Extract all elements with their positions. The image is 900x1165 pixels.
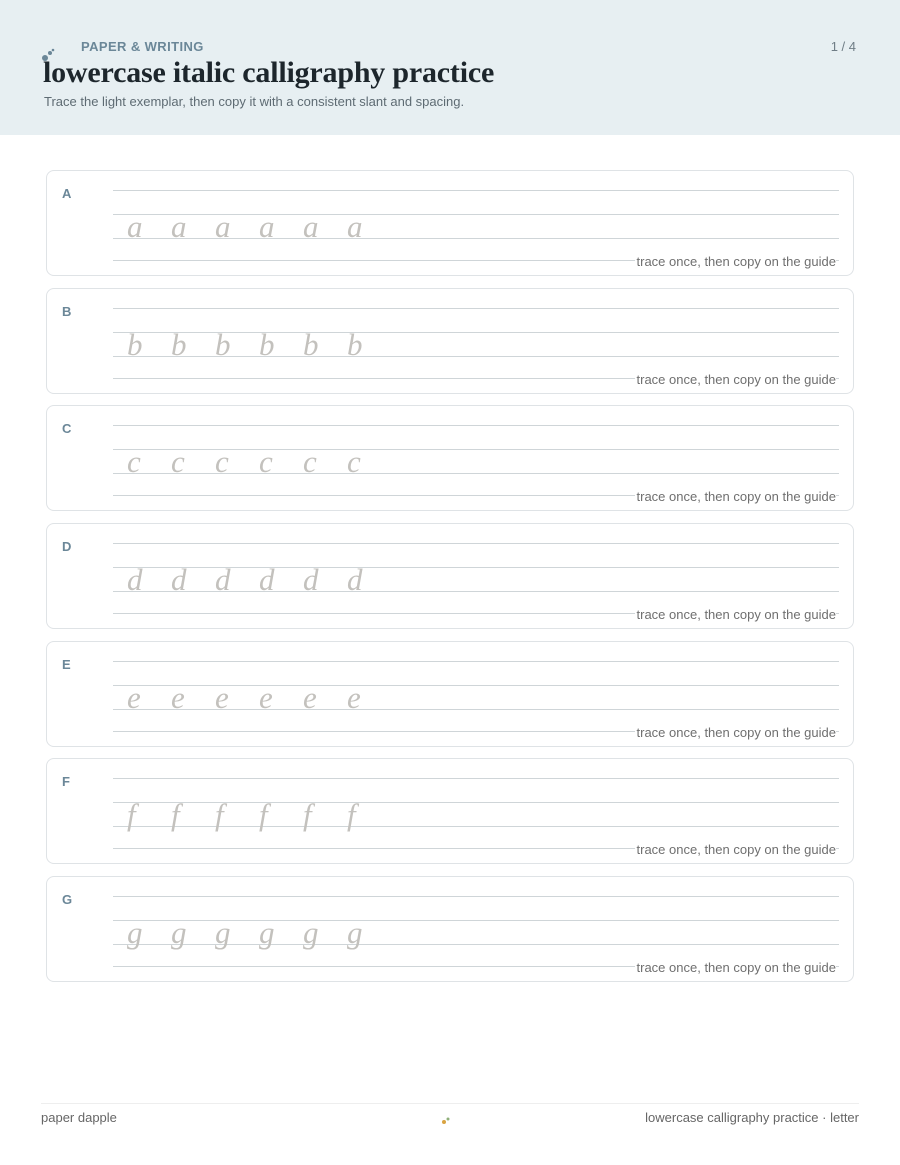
exemplar-glyph: f <box>215 797 224 833</box>
row-hint: trace once, then copy on the guide <box>636 724 836 740</box>
row-hint: trace once, then copy on the guide <box>636 489 836 505</box>
practice-row <box>46 641 854 747</box>
exemplar-glyph: b <box>171 326 187 362</box>
page-title: lowercase italic calligraphy practice <box>43 56 495 89</box>
row-label: G <box>62 892 73 908</box>
row-hint: trace once, then copy on the guide <box>636 842 836 858</box>
exemplar-glyphs <box>127 442 391 482</box>
exemplar-glyph: f <box>259 797 268 833</box>
exemplar-glyph: f <box>303 797 312 833</box>
exemplar-glyph: g <box>215 915 231 951</box>
exemplar-glyph: b <box>127 326 143 362</box>
exemplar-glyph: c <box>259 444 273 480</box>
dapple-mark-icon <box>440 1115 452 1127</box>
guide-line <box>113 778 839 779</box>
row-hint: trace once, then copy on the guide <box>636 371 836 387</box>
exemplar-glyph: c <box>127 444 141 480</box>
row-label: A <box>62 186 72 201</box>
exemplar-glyph: d <box>303 562 319 598</box>
row-hint: trace once, then copy on the guide <box>636 960 836 976</box>
exemplar-glyph: a <box>259 209 275 244</box>
category-label: PAPER & WRITING <box>81 39 204 54</box>
page-header <box>0 0 900 135</box>
exemplar-glyph: c <box>347 444 361 480</box>
exemplar-glyph: g <box>347 915 363 951</box>
practice-rows <box>46 170 854 994</box>
exemplar-glyph: e <box>347 679 361 715</box>
row-label: E <box>62 656 71 672</box>
exemplar-glyph: a <box>303 209 319 244</box>
exemplar-glyph: g <box>259 915 275 951</box>
exemplar-glyph: c <box>171 444 185 480</box>
guide-line <box>113 543 839 544</box>
exemplar-glyph: g <box>303 915 319 951</box>
exemplar-glyph: a <box>127 209 143 244</box>
practice-row <box>46 405 854 511</box>
row-label: F <box>62 774 70 790</box>
exemplar-glyph: g <box>171 915 187 951</box>
exemplar-glyph: d <box>347 562 363 598</box>
practice-row <box>46 170 854 276</box>
exemplar-glyph: e <box>215 679 229 715</box>
exemplar-glyphs <box>127 207 391 247</box>
exemplar-glyph: b <box>215 326 231 362</box>
exemplar-glyph: e <box>171 679 185 715</box>
exemplar-glyph: c <box>303 444 317 480</box>
row-hint: trace once, then copy on the guide <box>636 254 836 269</box>
exemplar-glyph: b <box>347 326 363 362</box>
footer-doc-info: lowercase calligraphy practice · letter <box>645 1110 859 1125</box>
row-label: C <box>62 421 72 437</box>
footer-divider <box>41 1103 859 1104</box>
practice-row <box>46 758 854 864</box>
exemplar-glyph: b <box>259 326 275 362</box>
page-indicator: 1 / 4 <box>830 39 856 54</box>
exemplar-glyph: d <box>215 562 231 598</box>
exemplar-glyph: b <box>303 326 319 362</box>
exemplar-glyphs <box>127 560 391 600</box>
exemplar-glyph: e <box>303 679 317 715</box>
row-label: D <box>62 539 72 555</box>
exemplar-glyphs <box>127 678 391 718</box>
practice-row <box>46 288 854 394</box>
page-subtitle: Trace the light exemplar, then copy it with a consistent slant and spacing. <box>44 94 465 109</box>
exemplar-glyph: f <box>171 797 180 833</box>
exemplar-glyph: e <box>259 679 273 715</box>
exemplar-glyphs <box>127 325 391 365</box>
guide-line <box>113 308 839 309</box>
exemplar-glyph: d <box>171 562 187 598</box>
practice-row <box>46 876 854 982</box>
guide-line <box>113 425 839 426</box>
exemplar-glyph: g <box>127 915 143 951</box>
exemplar-glyph: d <box>127 562 143 598</box>
exemplar-glyph: e <box>127 679 141 715</box>
exemplar-glyph: f <box>347 797 356 833</box>
guide-line <box>113 661 839 662</box>
exemplar-glyph: a <box>171 209 187 244</box>
exemplar-glyph: a <box>347 209 363 244</box>
exemplar-glyphs <box>127 795 391 835</box>
row-label: B <box>62 303 72 319</box>
exemplar-glyph: c <box>215 444 229 480</box>
footer-brand: paper dapple <box>41 1110 117 1125</box>
exemplar-glyph: d <box>259 562 275 598</box>
practice-row <box>46 523 854 629</box>
exemplar-glyph: f <box>127 797 136 833</box>
exemplar-glyph: a <box>215 209 231 244</box>
exemplar-glyphs <box>127 913 391 953</box>
guide-line <box>113 190 839 191</box>
guide-line <box>113 896 839 897</box>
row-hint: trace once, then copy on the guide <box>636 607 836 623</box>
